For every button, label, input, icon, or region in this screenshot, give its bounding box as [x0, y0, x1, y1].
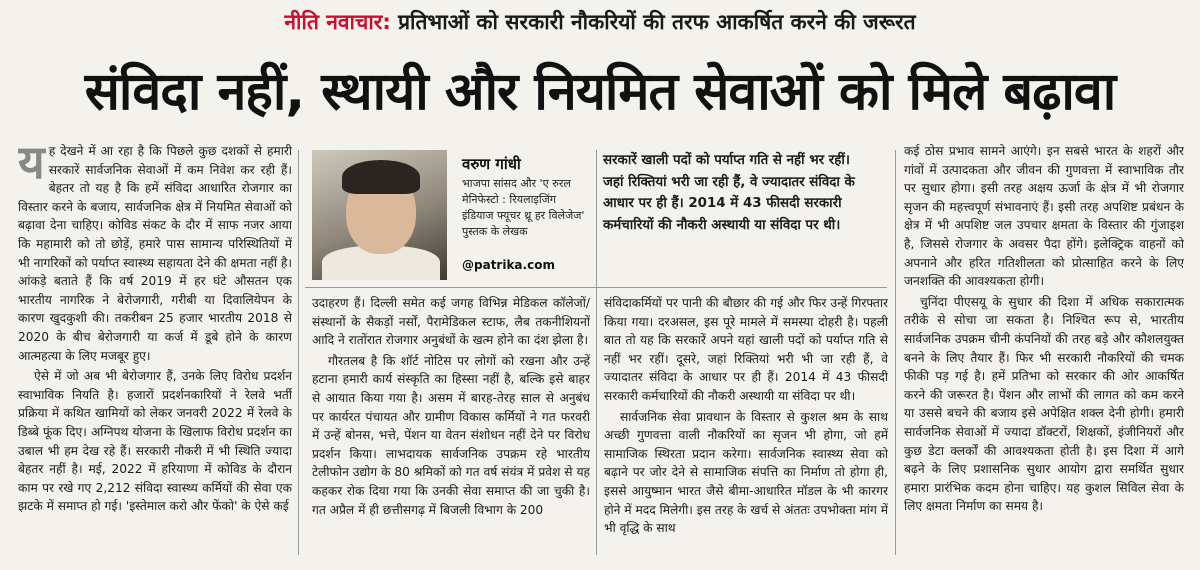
paragraph: ह देखने में आ रहा है कि पिछले कुछ दशकों से हमारी सरकारें सार्वजनिक सेवाओं में कम निवेश कर रही हैं। बेहतर तो यह है कि हमें संविदा आधारित रोजगार का विस्तार करने के बजाय, सार्वजनिक क्षेत्र में नियमित सेवाओं को बढ़ावा देना चाहिए। कोविड संकट के दौर में साफ नजर आया कि महामारी को तो छोड़ें, हमारे पास सामान्य परिस्थितियों में भी नागरिकों को पर्याप्त स्वास्थ्य सहायता देने की क्षमता नहीं है। आंकड़े बताते हैं कि वर्ष 2019 में हर घंटे औसतन एक भारतीय नागरिक ने बेरोजगारी, गरीबी या दिवालियेपन के कारण खुदकुशी की। तकरीबन 25 हजार भारतीय 2018 से 2020 के बीच बेरोजगारी या कर्ज में डूबे होने के कारण आत्महत्या के लिए मजबूर हुए। — [18, 144, 292, 363]
pull-quote: सरकारें खाली पदों को पर्याप्त गति से नहीं भर रहीं। जहां रिक्तियां भरी जा रही हैं, वे ज्यादातर संविदा के आधार पर ही हैं। 2014 में 43 फीसदी सरकारी कर्मचारियों की नौकरी अस्थायी या संविदा पर थी। — [603, 153, 855, 233]
paragraph: उदाहरण हैं। दिल्ली समेत कई जगह विभिन्न मेडिकल कॉलेजों/संस्थानों के सैकड़ों नर्सों, पैरामेडिकल स्टाफ, लैब तकनीशियनों आदि ने रातोंरात रोजगार अनुबंधों के खत्म होने का दंश झेला है। — [312, 296, 590, 348]
kicker-text: प्रतिभाओं को सरकारी नौकरियों की तरफ आकर्षित करने की जरूरत — [398, 10, 916, 34]
author-box — [312, 150, 587, 280]
article-column-3 — [604, 294, 888, 552]
handle-text: patrika.com — [474, 258, 555, 272]
article-column-2 — [312, 294, 590, 552]
paragraph: सार्वजनिक सेवा प्रावधान के विस्तार से कुशल श्रम के साथ अच्छी गुणवत्ता वाली नौकरियों का सृजन भी होगा, जो हमें सामाजिक स्थिरता प्रदान करेगा। सार्वजनिक स्वास्थ्य सेवा को बढ़ाने पर जोर देने से सामाजिक संपत्ति का निर्माण तो होगा ही, इससे आयुष्मान भारत जैसे बीमा-आधारित मॉडल के भी कारगर होने में मदद मिलेगी। इस तरह के खर्च से अंततः उपभोक्ता मांग में भी वृद्धि के साथ — [604, 409, 888, 536]
paragraph: ऐसे में जो अब भी बेरोजगार हैं, उनके लिए विरोध प्रदर्शन स्वाभाविक नियति है। हजारों प्रदर्शनकारियों ने रेलवे भर्ती प्रक्रिया में कथित खामियों को लेकर जनवरी 2022 में रेलवे के डिब्बे फूंक दिए। अग्निपथ योजना के खिलाफ विरोध प्रदर्शन का उबाल भी हम देख रहे हैं। सरकारी नौकरी में भी स्थिति ज्यादा बेहतर नहीं है। मई, 2022 में हरियाणा में कोविड के दौरान काम पर रखे गए 2,212 संविदा स्वास्थ्य कर्मियों की सेवा एक झटके में समाप्त हो गई। 'इस्तेमाल करो और फेंको' के ऐसे कई — [18, 369, 292, 514]
paragraph: संविदाकर्मियों पर पानी की बौछार की गई और फिर उन्हें गिरफ्तार किया गया। दरअसल, इस पूरे मामले में समस्या दोहरी है। पहली बात तो यह कि सरकारें अपने यहां खाली पदों को पर्याप्त गति से नहीं भर रहीं। दूसरे, जहां रिक्तियां भरी भी जा रही हैं, वे ज्यादातर संविदा के आधार पर ही हैं। 2014 में 43 फीसदी सरकारी कर्मचारियों की नौकरी अस्थायी या संविदा पर थी। — [604, 296, 888, 403]
drop-cap: य — [18, 142, 45, 189]
paragraph: कई ठोस प्रभाव सामने आएंगे। इन सबसे भारत के शहरों और गांवों में उत्पादकता और जीवन की गुणवत्ता में स्वाभाविक तौर पर सुधार होगा। इसी तरह अक्षय ऊर्जा के क्षेत्र में भी रोजगार सृजन की महत्त्वपूर्ण संभावनाएं हैं। इसी तरह अपशिष्ट प्रबंधन के क्षेत्र में भी अपशिष्ट जल उपचार क्षमता के विस्तार की गुंजाइश है, जिससे रोजगार के अवसर पैदा होंगे। इलेक्ट्रिक वाहनों को अपनाने और हरित गतिशीलता को प्रोत्साहित करने के लिए जनशक्ति की आवश्यकता होगी। — [904, 144, 1184, 289]
article-column-1 — [18, 142, 292, 552]
column-rule — [895, 150, 896, 555]
box-rule — [305, 287, 887, 288]
column-rule — [298, 150, 299, 555]
kicker — [0, 8, 1200, 36]
author-bio: भाजपा सांसद और 'ए रुरल मेनिफेस्टो : रियलाइजिंग इंडियाज फ्यूचर थ्रू हर विलेजेज' पुस्तक के लेखक — [462, 177, 585, 238]
column-rule — [596, 150, 597, 555]
paragraph: गौरतलब है कि शॉर्ट नोटिस पर लोगों को रखना और उन्हें हटाना हमारी कार्य संस्कृति का हिस्सा नहीं है, बल्कि इसे बाहर से आयात किया गया है। असम में बारह-तेरह साल से अनुबंध पर कार्यरत पंचायत और ग्रामीण विकास कर्मियों ने गत फरवरी में उन्हें बोनस, भत्ते, पेंशन या वेतन संशोधन नहीं देने पर विरोध प्रदर्शन किया। लाभदायक सार्वजनिक उपक्रम रहे भारतीय टेलीफोन उद्योग के 80 श्रमिकों को गत वर्ष संयंत्र में प्रवेश से यह कहकर रोक दिया गया कि उनकी सेवा समाप्त की जा चुकी है। गत अप्रैल में ही छत्तीसगढ़ में बिजली विभाग के 200 — [312, 353, 590, 517]
author-photo — [312, 150, 447, 280]
author-handle — [462, 258, 555, 272]
kicker-separator: : — [382, 10, 391, 34]
at-sign: @ — [462, 258, 474, 272]
article-column-4 — [904, 142, 1184, 552]
author-name: वरुण गांधी — [462, 155, 521, 173]
paragraph: चुनिंदा पीएसयू के सुधार की दिशा में अधिक सकारात्मक तरीके से सोचा जा सकता है। निश्चित रूप से, भारतीय सार्वजनिक उपक्रम चीनी कंपनियों की तरह बड़े और कौशलयुक्त बनने के लिए तैयार हैं। फिर भी सरकारी नौकरियों की चमक फीकी पड़ गई है। हमें प्रतिभा को सरकार की ओर आकर्षित करने की जरूरत है। पेंशन और लाभों की लागत को कम करने या उससे बचने की बजाय इसे अपेक्षित शक्ल देनी होगी। हमारी सार्वजनिक सेवाओं में ज्यादा डॉक्टरों, शिक्षकों, इंजीनियरों और कुछ डेटा क्लर्कों की आवश्यकता होती है। इस दिशा में आगे बढ़ने के लिए प्रशासनिक सुधार आयोग द्वारा समर्थित सुधार हमारा प्रारंभिक कदम होना चाहिए। यह कुशल सिविल सेवा के लिए क्षमता निर्माण का समय है। — [904, 294, 1184, 514]
kicker-label: नीति नवाचार — [284, 10, 383, 34]
headline: संविदा नहीं, स्थायी और नियमित सेवाओं को मिले बढ़ावा — [84, 62, 1116, 122]
